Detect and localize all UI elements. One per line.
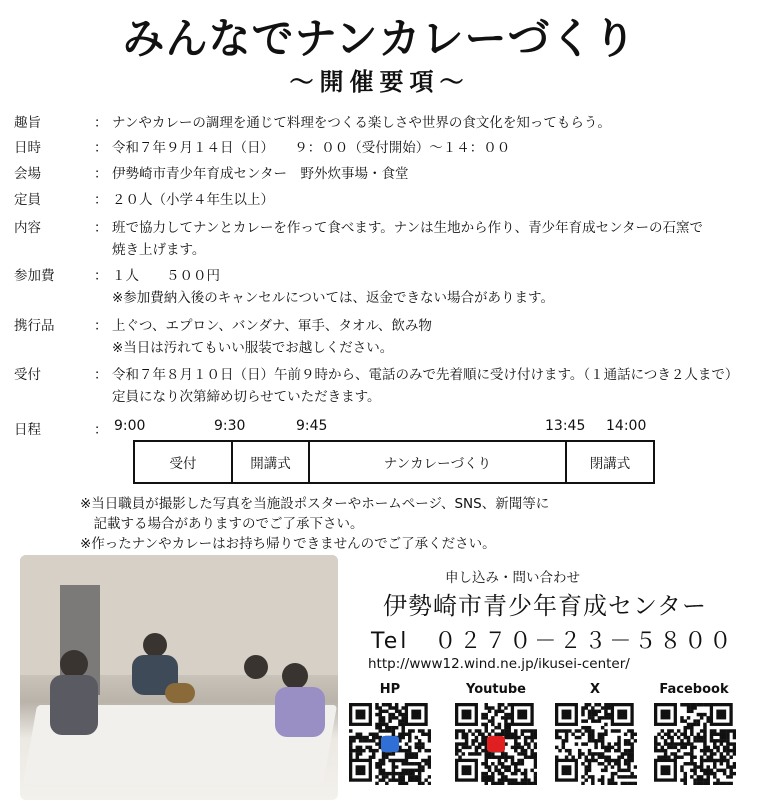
detail-value: １人 ５００円 bbox=[112, 268, 220, 284]
detail-label: 日時 bbox=[14, 140, 41, 156]
schedule-label: 日程 bbox=[14, 422, 41, 438]
qr-label-x: X bbox=[589, 682, 601, 697]
notes bbox=[80, 494, 549, 554]
page-title: みんなでナンカレーづくり bbox=[122, 14, 637, 63]
detail-value: 伊勢崎市青少年育成センター 野外炊事場・食堂 bbox=[112, 166, 409, 182]
qr-code-facebook[interactable] bbox=[654, 703, 736, 785]
detail-label: 受付 bbox=[14, 367, 41, 383]
detail-label: 定員 bbox=[14, 192, 41, 208]
contact-url-link[interactable]: http://www12.wind.ne.jp/ikusei-center/ bbox=[368, 656, 630, 672]
note-line: ※当日職員が撮影した写真を当施設ポスターやホームページ、SNS、新聞等に bbox=[80, 496, 550, 512]
schedule-segment: 受付 bbox=[135, 442, 233, 482]
schedule-time: 14:00 bbox=[606, 418, 647, 434]
contact-heading: 申し込み・問い合わせ bbox=[445, 570, 580, 586]
detail-value: 班で協力してナンとカレーを作って食べます。ナンは生地から作り、青少年育成センターの石窯で bbox=[112, 220, 704, 236]
detail-row-capacity: 定員 ： ２０人（小学４年生以上） bbox=[14, 189, 274, 211]
note-line: 記載する場合がありますのでご了承下さい。 bbox=[80, 516, 364, 532]
detail-value: ２０人（小学４年生以上） bbox=[112, 192, 274, 208]
detail-note: ※参加費納入後のキャンセルについては、返金できない場合があります。 bbox=[112, 290, 554, 306]
qr-center-badge-icon bbox=[381, 736, 399, 752]
detail-row-fee: 参加費 ： １人 ５００円 ※参加費納入後のキャンセルについては、返金できない場合があります。 bbox=[14, 265, 554, 309]
page-subtitle: ～開催要項～ bbox=[289, 68, 470, 96]
detail-row-items: 携行品 ： 上ぐつ、エプロン、バンダナ、軍手、タオル、飲み物 ※当日は汚れてもいい服装でお越しください。 bbox=[14, 315, 432, 359]
detail-value: ナンやカレーの調理を通じて料理をつくる楽しさや世界の食文化を知ってもらう。 bbox=[112, 115, 611, 131]
detail-label: 会場 bbox=[14, 166, 41, 182]
detail-value: 令和７年９月１４日（日） ９：００（受付開始）～１４：００ bbox=[112, 140, 511, 156]
event-photo bbox=[20, 555, 338, 800]
qr-code-hp[interactable] bbox=[349, 703, 431, 785]
contact-organization: 伊勢崎市青少年育成センター bbox=[383, 592, 708, 620]
detail-label: 参加費 bbox=[14, 268, 55, 284]
schedule-time: 9:45 bbox=[296, 418, 328, 434]
qr-center-badge-icon bbox=[487, 736, 505, 752]
qr-label-hp: HP bbox=[379, 682, 401, 697]
detail-row-purpose: 趣旨 ： ナンやカレーの調理を通じて料理をつくる楽しさや世界の食文化を知ってもらう。 bbox=[14, 112, 611, 134]
schedule-time: 9:30 bbox=[214, 418, 246, 434]
detail-row-reception: 受付 ： 令和７年８月１０日（日）午前９時から、電話のみで先着順に受け付けます。（１通話につき２人まで） 定員になり次第締め切らせていただきます。 bbox=[14, 364, 738, 408]
schedule-timeline bbox=[133, 440, 655, 484]
note-line: ※作ったナンやカレーはお持ち帰りできませんのでご了承ください。 bbox=[80, 536, 496, 552]
detail-label: 携行品 bbox=[14, 318, 55, 334]
qr-code-youtube[interactable] bbox=[455, 703, 537, 785]
qr-label-youtube: Youtube bbox=[466, 682, 526, 697]
detail-value: 令和７年８月１０日（日）午前９時から、電話のみで先着順に受け付けます。（１通話につき２人まで） bbox=[112, 367, 739, 383]
qr-code-x[interactable] bbox=[555, 703, 637, 785]
qr-label-facebook: Facebook bbox=[659, 682, 729, 697]
detail-row-content: 内容 ： 班で協力してナンとカレーを作って食べます。ナンは生地から作り、青少年育成センターの石窯で 焼き上げます。 bbox=[14, 217, 703, 261]
detail-label: 内容 bbox=[14, 220, 41, 236]
detail-note: ※当日は汚れてもいい服装でお越しください。 bbox=[112, 340, 394, 356]
detail-label: 趣旨 bbox=[14, 115, 41, 131]
detail-value-cont: 焼き上げます。 bbox=[112, 242, 206, 258]
contact-phone: Tel ０２７０－２３－５８００ bbox=[371, 629, 735, 654]
schedule-time: 13:45 bbox=[545, 418, 586, 434]
detail-note: 定員になり次第締め切らせていただきます。 bbox=[112, 389, 381, 405]
detail-row-date: 日時 ： 令和７年９月１４日（日） ９：００（受付開始）～１４：００ bbox=[14, 137, 510, 159]
schedule-time: 9:00 bbox=[114, 418, 146, 434]
schedule-segment: 閉講式 bbox=[589, 456, 631, 472]
schedule-segment: 開講式 bbox=[233, 442, 310, 482]
schedule-segment: ナンカレーづくり bbox=[310, 442, 567, 482]
detail-value: 上ぐつ、エプロン、バンダナ、軍手、タオル、飲み物 bbox=[112, 318, 432, 334]
detail-row-venue: 会場 ： 伊勢崎市青少年育成センター 野外炊事場・食堂 bbox=[14, 163, 408, 185]
